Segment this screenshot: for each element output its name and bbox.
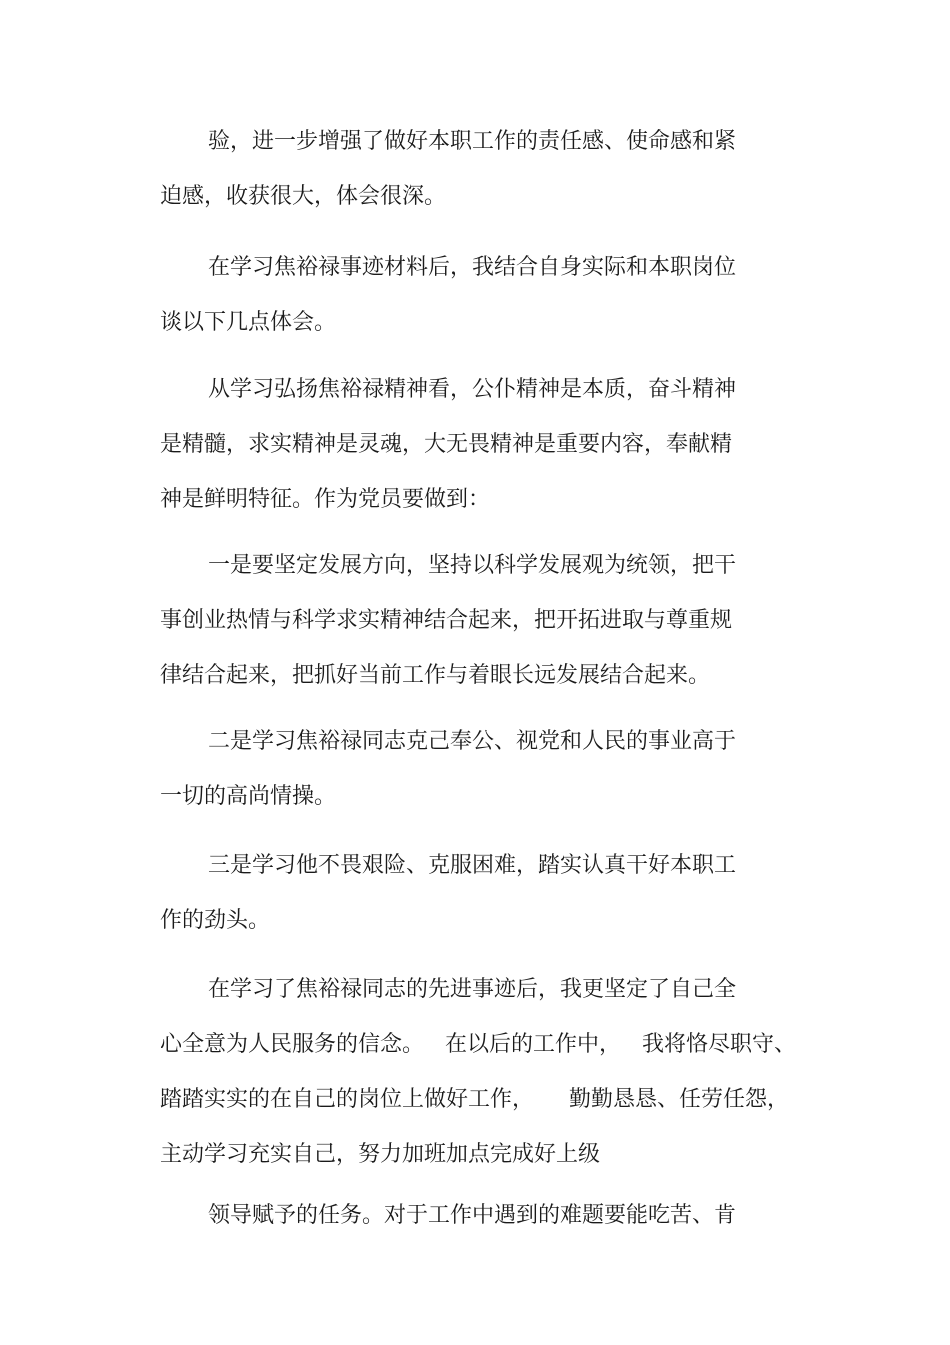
- paragraph-8: [160, 1188, 800, 1243]
- paragraph-2: [160, 240, 800, 350]
- text-line: 在学习焦裕禄事迹材料后，我结合自身实际和本职岗位: [208, 255, 737, 280]
- paragraph-1: [160, 114, 800, 224]
- text-line: 领导赋予的任务。对于工作中遇到的难题要能吃苦、肯: [208, 1203, 737, 1228]
- text-line: 在学习了焦裕禄同志的先进事迹后，我更坚定了自己全: [208, 977, 737, 1002]
- paragraph-4: [160, 538, 800, 703]
- text-line: 踏踏实实的在自己的岗位上做好工作， 勤勤恳恳、任劳任怨，: [160, 1087, 789, 1112]
- paragraph-6: [160, 838, 800, 948]
- text-line: 主动学习充实自己，努力加班加点完成好上级: [160, 1142, 601, 1167]
- text-line: 事创业热情与科学求实精神结合起来，把开拓进取与尊重规: [160, 608, 733, 633]
- paragraph-3: [160, 362, 800, 527]
- text-line: 迫感，收获很大，体会很深。: [160, 184, 447, 209]
- text-line: 验，进一步增强了做好本职工作的责任感、使命感和紧: [208, 129, 737, 154]
- text-line: 作的劲头。: [160, 908, 271, 933]
- text-line: 心全意为人民服务的信念。 在以后的工作中， 我将恪尽职守、: [160, 1032, 796, 1057]
- text-line: 二是学习焦裕禄同志克己奉公、视党和人民的事业高于: [208, 729, 737, 754]
- text-line: 神是鲜明特征。作为党员要做到：: [160, 487, 491, 512]
- text-line: 谈以下几点体会。: [160, 310, 337, 335]
- text-line: 一切的高尚情操。: [160, 784, 337, 809]
- text-line: 是精髓，求实精神是灵魂，大无畏精神是重要内容，奉献精: [160, 432, 733, 457]
- paragraph-7: [160, 962, 800, 1182]
- text-line: 律结合起来，把抓好当前工作与着眼长远发展结合起来。: [160, 663, 711, 688]
- paragraph-5: [160, 714, 800, 824]
- text-line: 一是要坚定发展方向，坚持以科学发展观为统领，把干: [208, 553, 737, 578]
- text-line: 从学习弘扬焦裕禄精神看，公仆精神是本质，奋斗精神: [208, 377, 737, 402]
- text-line: 三是学习他不畏艰险、克服困难，踏实认真干好本职工: [208, 853, 737, 878]
